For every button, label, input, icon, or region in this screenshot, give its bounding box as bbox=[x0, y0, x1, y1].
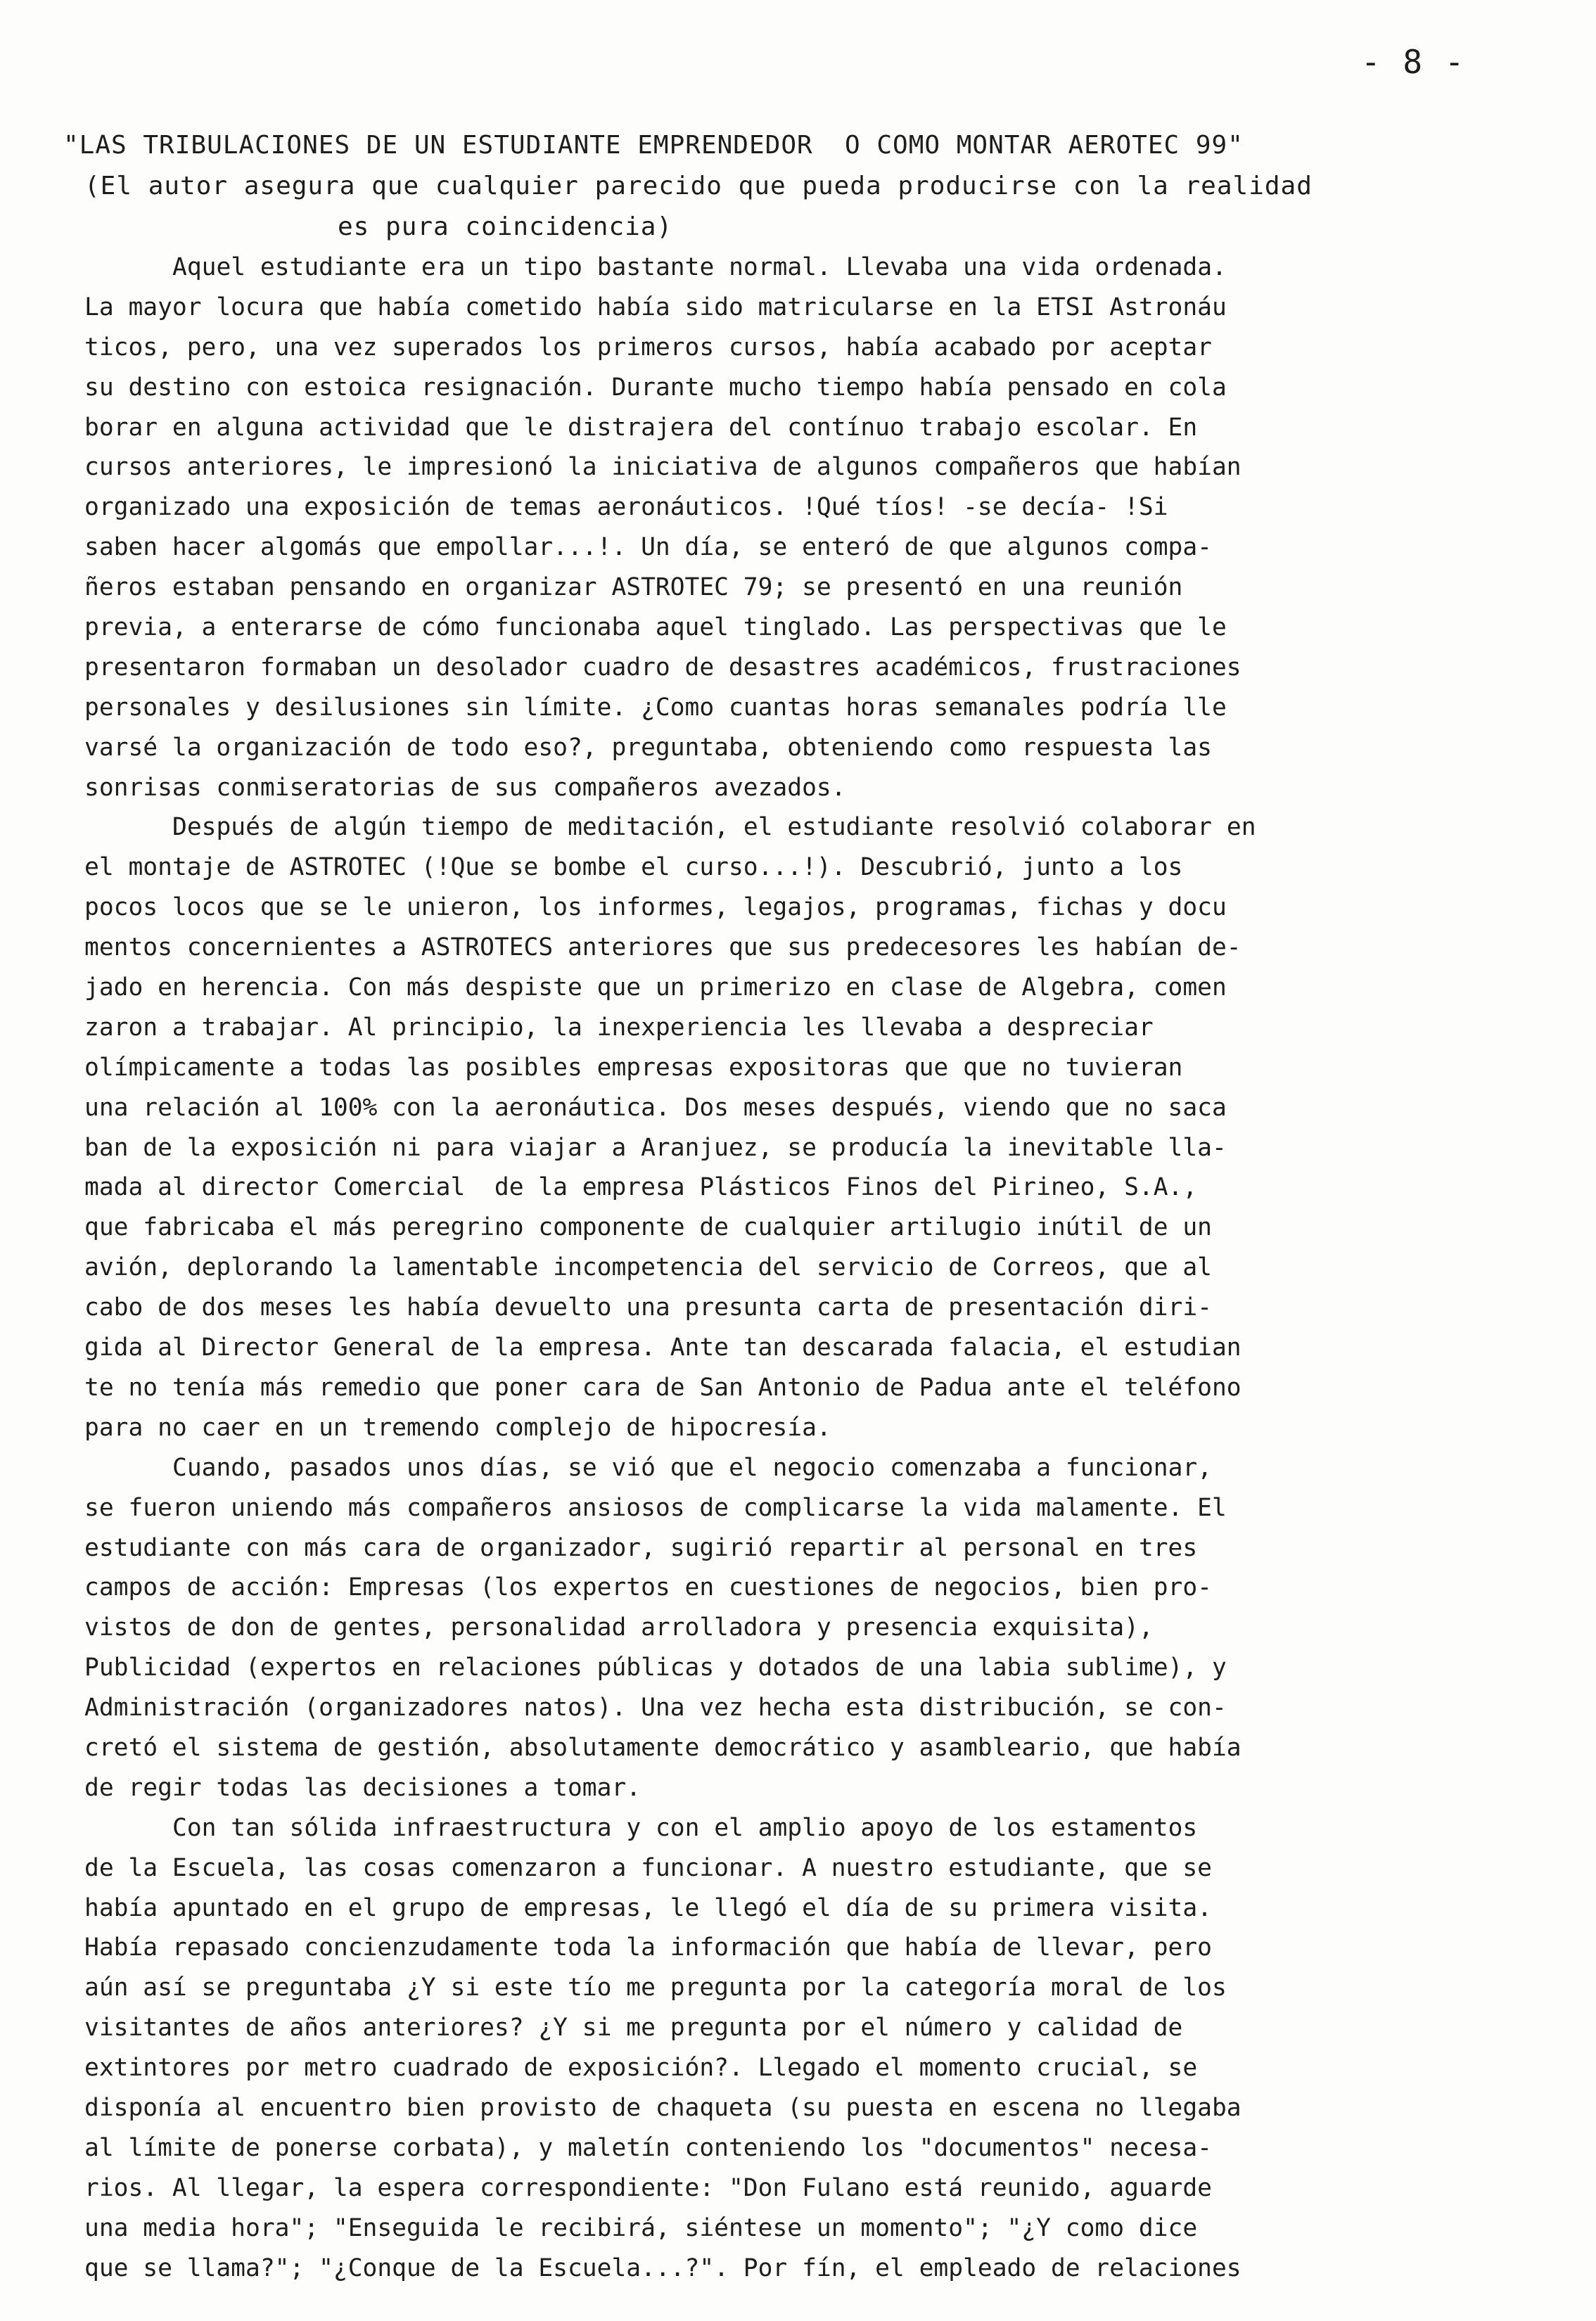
text-line: ticos, pero, una vez superados los primeros cursos, había acabado por aceptar bbox=[84, 333, 1212, 362]
text-line: rios. Al llegar, la espera correspondiente: "Don Fulano está reunido, aguarde bbox=[84, 2173, 1212, 2202]
text-line: te no tenía más remedio que poner cara de San Antonio de Padua ante el teléfono bbox=[84, 1373, 1241, 1402]
text-line: borar en alguna actividad que le distrajera del contínuo trabajo escolar. En bbox=[84, 413, 1198, 442]
text-line: el montaje de ASTROTEC (!Que se bombe el curso...!). Descubrió, junto a los bbox=[84, 853, 1183, 882]
text-line: varsé la organización de todo eso?, preguntaba, obteniendo como respuesta las bbox=[84, 733, 1212, 762]
paragraph bbox=[84, 248, 1519, 807]
text-line: mada al director Comercial de la empresa Plásticos Finos del Pirineo, S.A., bbox=[84, 1173, 1198, 1202]
text-line: organizado una exposición de temas aeronáuticos. !Qué tíos! -se decía- !Si bbox=[84, 493, 1168, 522]
article-body bbox=[84, 248, 1519, 2288]
page-number: - 8 - bbox=[1361, 43, 1466, 81]
text-line: Publicidad (expertos en relaciones públicas y dotados de una labia sublime), y bbox=[84, 1654, 1227, 1682]
text-line: La mayor locura que había cometido había sido matricularse en la ETSI Astronáu bbox=[84, 293, 1227, 321]
text-line: una media hora"; "Enseguida le recibirá, siéntese un momento"; "¿Y como dice bbox=[84, 2213, 1198, 2242]
article-title-block bbox=[63, 125, 1540, 248]
text-line: previa, a enterarse de cómo funcionaba aquel tinglado. Las perspectivas que le bbox=[84, 613, 1227, 642]
text-line: cretó el sistema de gestión, absolutamente democrático y asambleario, que había bbox=[84, 1733, 1241, 1762]
text-line: avión, deplorando la lamentable incompetencia del servicio de Correos, que al bbox=[84, 1253, 1212, 1282]
text-line: sonrisas conmiseratorias de sus compañeros avezados. bbox=[84, 773, 846, 802]
text-line: campos de acción: Empresas (los expertos en cuestiones de negocios, bien pro- bbox=[84, 1573, 1212, 1602]
paragraph bbox=[84, 1808, 1519, 2289]
paragraph bbox=[84, 1448, 1519, 1808]
text-line: visitantes de años anteriores? ¿Y si me pregunta por el número y calidad de bbox=[84, 2014, 1183, 2042]
text-line: olímpicamente a todas las posibles empresas expositoras que que no tuvieran bbox=[84, 1053, 1183, 1082]
article-disclaimer-line-2: es pura coincidencia) bbox=[338, 212, 673, 241]
text-line: mentos concernientes a ASTROTECS anteriores que sus predecesores les habían de- bbox=[84, 933, 1241, 962]
text-line: saben hacer algomás que empollar...!. Un día, se enteró de que algunos compa- bbox=[84, 533, 1212, 562]
text-line: para no caer en un tremendo complejo de hipocresía. bbox=[84, 1413, 831, 1442]
article-disclaimer-line-1: (El autor asegura que cualquier parecido que pueda producirse con la realidad bbox=[84, 172, 1313, 200]
text-line: al límite de ponerse corbata), y maletín conteniendo los "documentos" necesa- bbox=[84, 2133, 1212, 2162]
text-line: cabo de dos meses les había devuelto una presunta carta de presentación diri- bbox=[84, 1293, 1212, 1322]
text-line: extintores por metro cuadrado de exposición?. Llegado el momento crucial, se bbox=[84, 2054, 1198, 2083]
paragraph bbox=[84, 807, 1519, 1447]
text-line: de regir todas las decisiones a tomar. bbox=[84, 1773, 641, 1802]
text-line: había apuntado en el grupo de empresas, le llegó el día de su primera visita. bbox=[84, 1893, 1212, 1922]
text-line: vistos de don de gentes, personalidad arrolladora y presencia exquisita), bbox=[84, 1613, 1154, 1642]
text-line: que se llama?"; "¿Conque de la Escuela...?". Por fín, el empleado de relaciones bbox=[84, 2253, 1241, 2282]
text-line: Había repasado concienzudamente toda la información que había de llevar, pero bbox=[84, 1933, 1212, 1962]
text-line: ban de la exposición ni para viajar a Aranjuez, se producía la inevitable lla- bbox=[84, 1133, 1227, 1162]
text-line: jado en herencia. Con más despiste que un primerizo en clase de Algebra, comen bbox=[84, 973, 1227, 1002]
text-line: Cuando, pasados unos días, se vió que el negocio comenzaba a funcionar, bbox=[172, 1453, 1213, 1482]
text-line: gida al Director General de la empresa. Ante tan descarada falacia, el estudian bbox=[84, 1334, 1241, 1362]
text-line: Después de algún tiempo de meditación, el estudiante resolvió colaborar en bbox=[172, 813, 1256, 842]
text-line: su destino con estoica resignación. Durante mucho tiempo había pensado en cola bbox=[84, 373, 1227, 402]
text-line: aún así se preguntaba ¿Y si este tío me pregunta por la categoría moral de los bbox=[84, 1974, 1227, 2002]
text-line: una relación al 100% con la aeronáutica. Dos meses después, viendo que no saca bbox=[84, 1093, 1227, 1122]
text-line: Con tan sólida infraestructura y con el amplio apoyo de los estamentos bbox=[172, 1813, 1198, 1842]
text-line: pocos locos que se le unieron, los informes, legajos, programas, fichas y docu bbox=[84, 893, 1227, 922]
text-line: que fabricaba el más peregrino componente de cualquier artilugio inútil de un bbox=[84, 1213, 1212, 1242]
text-line: personales y desilusiones sin límite. ¿Como cuantas horas semanales podría lle bbox=[84, 693, 1227, 722]
text-line: cursos anteriores, le impresionó la iniciativa de algunos compañeros que habían bbox=[84, 453, 1241, 482]
text-line: de la Escuela, las cosas comenzaron a funcionar. A nuestro estudiante, que se bbox=[84, 1853, 1212, 1882]
article-title: "LAS TRIBULACIONES DE UN ESTUDIANTE EMPRENDEDOR O COMO MONTAR AEROTEC 99" bbox=[63, 131, 1244, 160]
text-line: ñeros estaban pensando en organizar ASTROTEC 79; se presentó en una reunión bbox=[84, 573, 1183, 602]
text-line: presentaron formaban un desolador cuadro de desastres académicos, frustraciones bbox=[84, 653, 1241, 682]
text-line: Administración (organizadores natos). Una vez hecha esta distribución, se con- bbox=[84, 1694, 1227, 1722]
text-line: zaron a trabajar. Al principio, la inexperiencia les llevaba a despreciar bbox=[84, 1013, 1154, 1042]
text-line: disponía al encuentro bien provisto de chaqueta (su puesta en escena no llegaba bbox=[84, 2093, 1241, 2122]
text-line: estudiante con más cara de organizador, sugirió repartir al personal en tres bbox=[84, 1533, 1198, 1562]
text-line: se fueron uniendo más compañeros ansiosos de complicarse la vida malamente. El bbox=[84, 1493, 1227, 1522]
text-line: Aquel estudiante era un tipo bastante normal. Llevaba una vida ordenada. bbox=[172, 253, 1227, 281]
